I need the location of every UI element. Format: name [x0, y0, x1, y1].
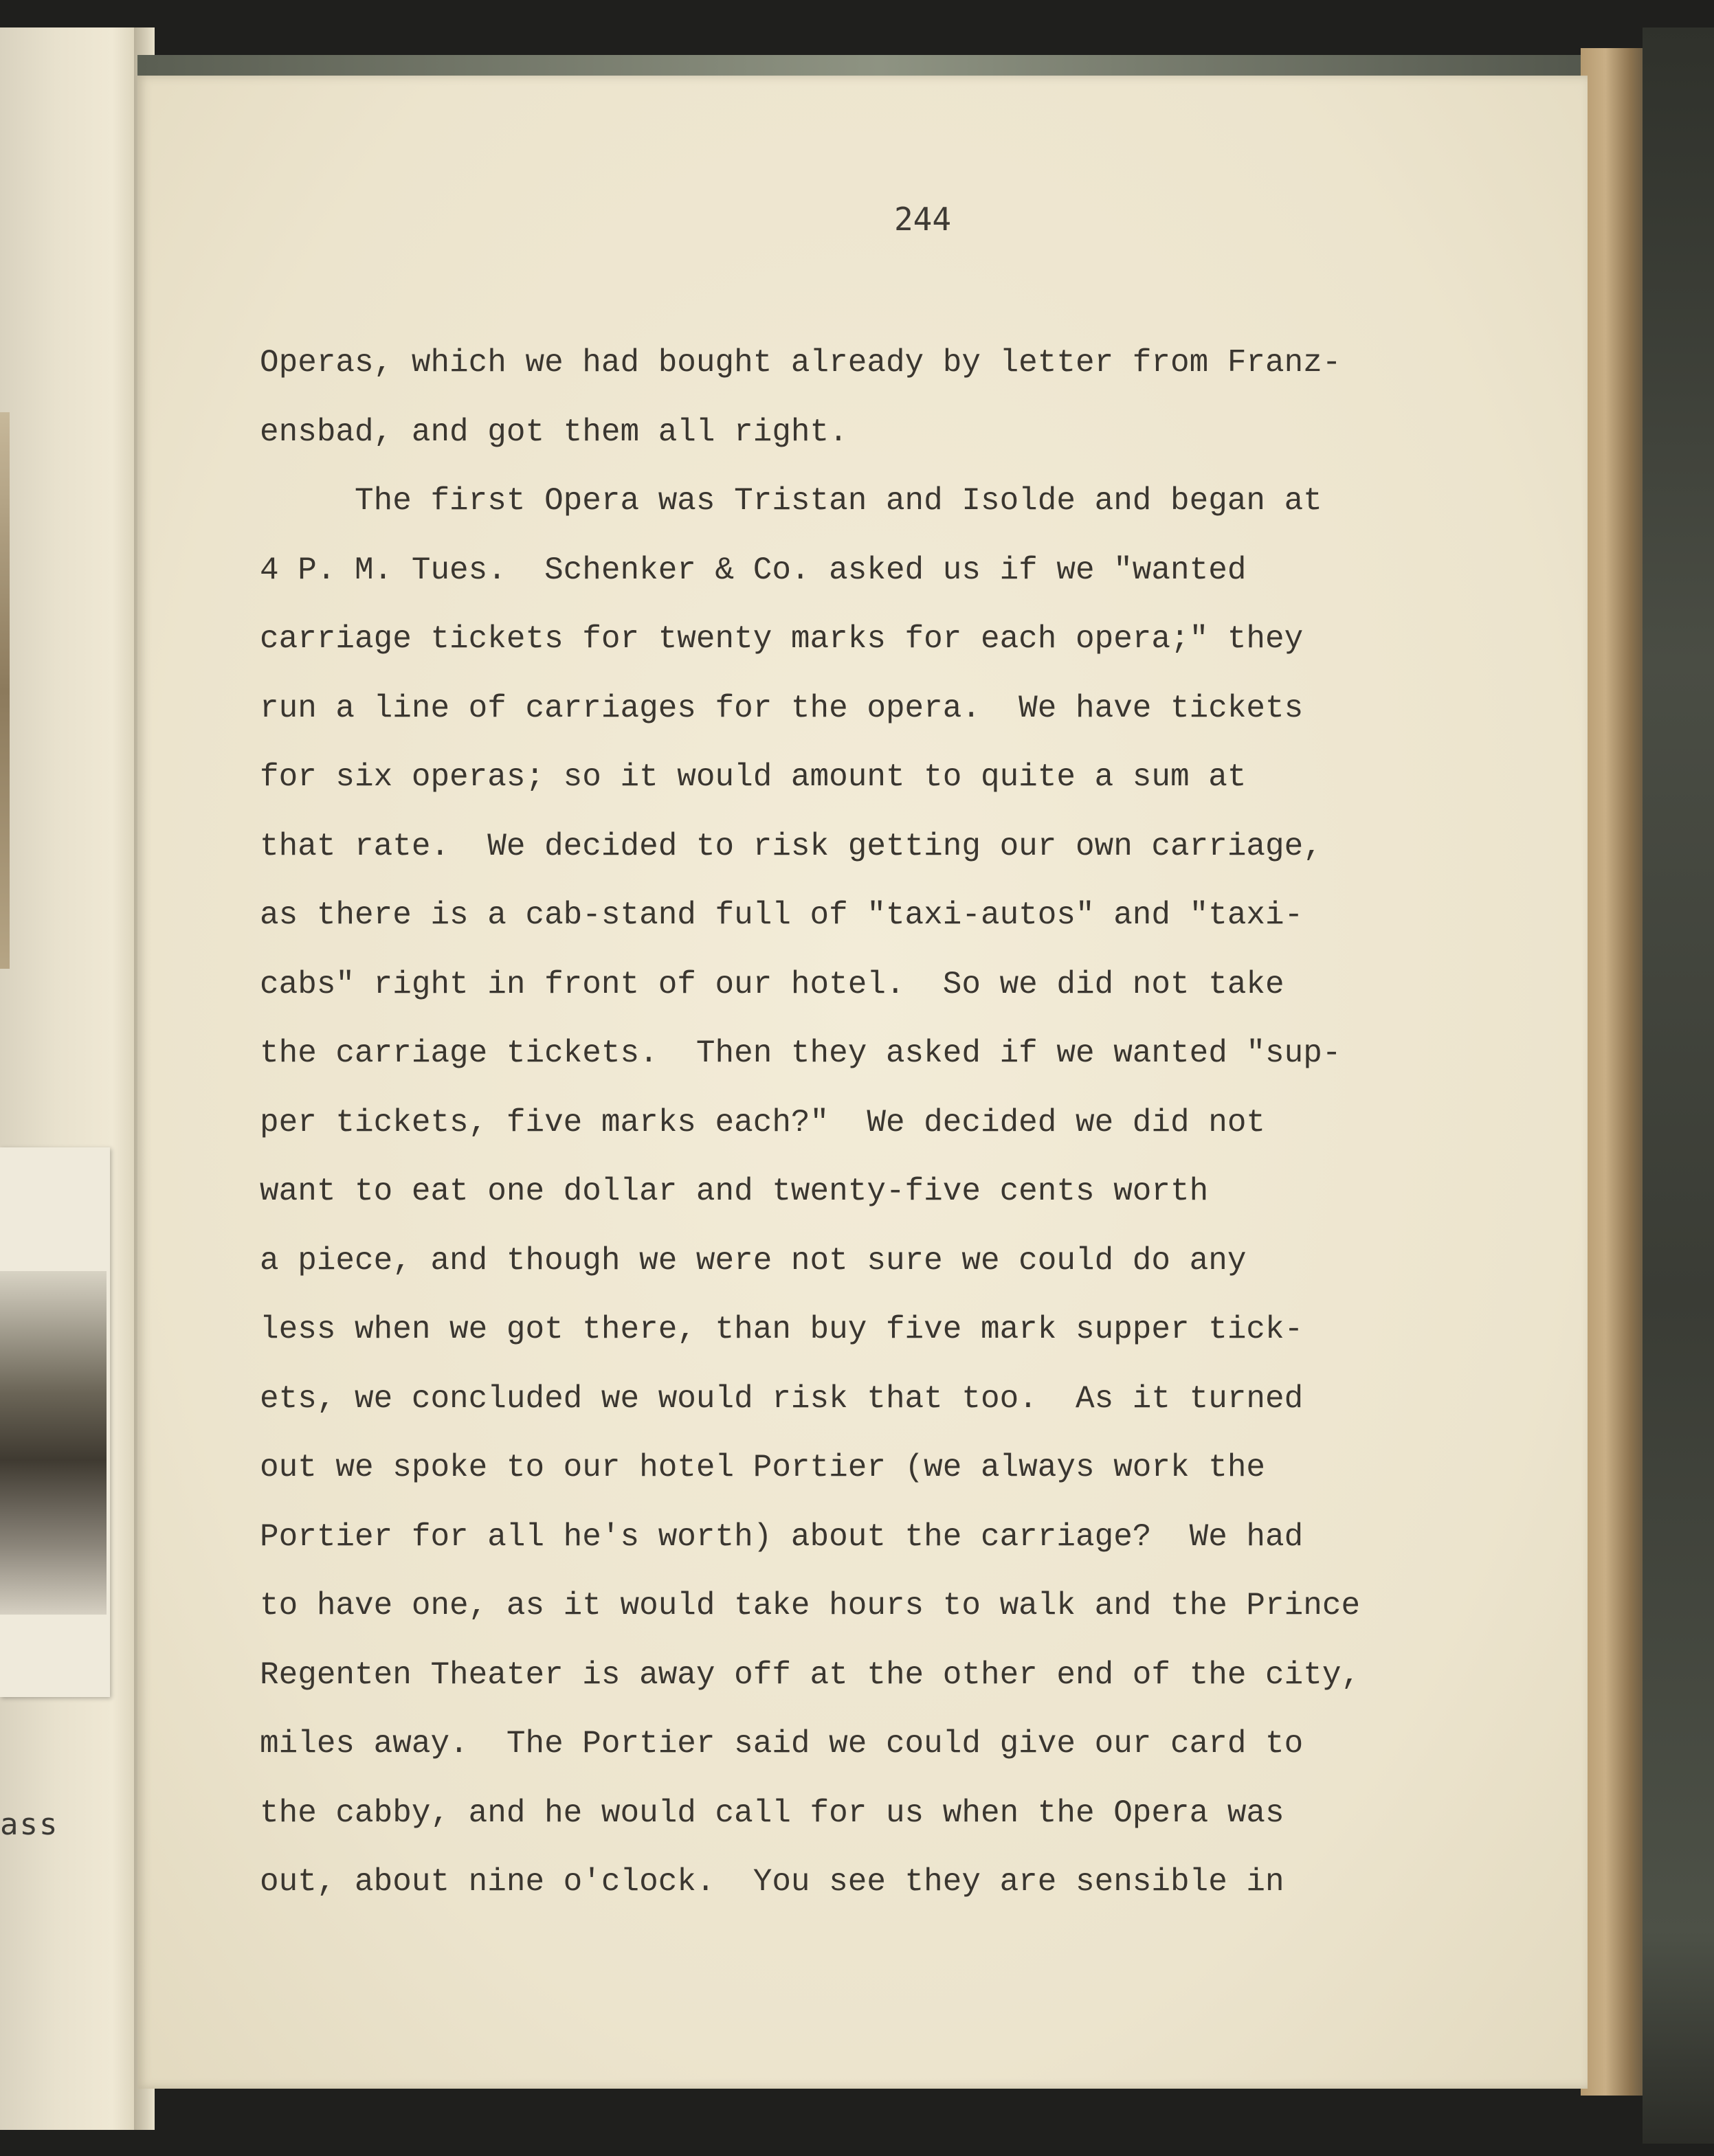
text-line: miles away. The Portier said we could give our card to [260, 1726, 1304, 1762]
text-line: want to eat one dollar and twenty-five cents worth [260, 1174, 1209, 1209]
page-number: 244 [893, 201, 952, 238]
text-line: Operas, which we had bought already by letter from Franz- [260, 345, 1342, 381]
left-caption-fragment: ass [0, 1807, 59, 1842]
text-line: less when we got there, than buy five mark supper tick- [260, 1312, 1304, 1347]
text-line: the cabby, and he would call for us when the Opera was [260, 1795, 1284, 1831]
book-cover-right [1643, 27, 1714, 2144]
text-line: for six operas; so it would amount to quite a sum at [260, 759, 1247, 795]
text-line: ensbad, and got them all right. [260, 414, 848, 450]
left-facing-page [0, 27, 141, 2130]
text-line: cabs" right in front of our hotel. So we did not take [260, 966, 1284, 1002]
text-line: The first Opera was Tristan and Isolde and began at [260, 483, 1322, 519]
text-line: ets, we concluded we would risk that too. As it turned [260, 1380, 1304, 1417]
typed-page [137, 76, 1588, 2089]
text-line: a piece, and though we were not sure we could do any [260, 1242, 1247, 1279]
text-line: Portier for all he's worth) about the carriage? We had [260, 1518, 1304, 1555]
text-line: that rate. We decided to risk getting our own carriage, [260, 828, 1322, 864]
text-line: out, about nine o'clock. You see they are sensible in [260, 1864, 1284, 1900]
text-line: out we spoke to our hotel Portier (we always work the [260, 1450, 1266, 1485]
page-body-text [260, 328, 1566, 1917]
text-line: Regenten Theater is away off at the other end of the city, [260, 1657, 1361, 1693]
text-line: per tickets, five marks each?" We decided we did not [260, 1104, 1266, 1141]
text-line: as there is a cab-stand full of "taxi-autos" and "taxi- [260, 897, 1304, 933]
text-line: run a line of carriages for the opera. We have tickets [260, 690, 1304, 726]
photo-building-image [0, 1271, 107, 1615]
left-mounted-photo [0, 1147, 110, 1697]
text-line: the carriage tickets. Then they asked if we wanted "sup- [260, 1035, 1342, 1071]
text-line: to have one, as it would take hours to walk and the Prince [260, 1588, 1361, 1624]
text-line: carriage tickets for twenty marks for each opera;" they [260, 621, 1304, 657]
text-line: 4 P. M. Tues. Schenker & Co. asked us if we "wanted [260, 552, 1247, 588]
left-photo-edge [0, 412, 10, 969]
